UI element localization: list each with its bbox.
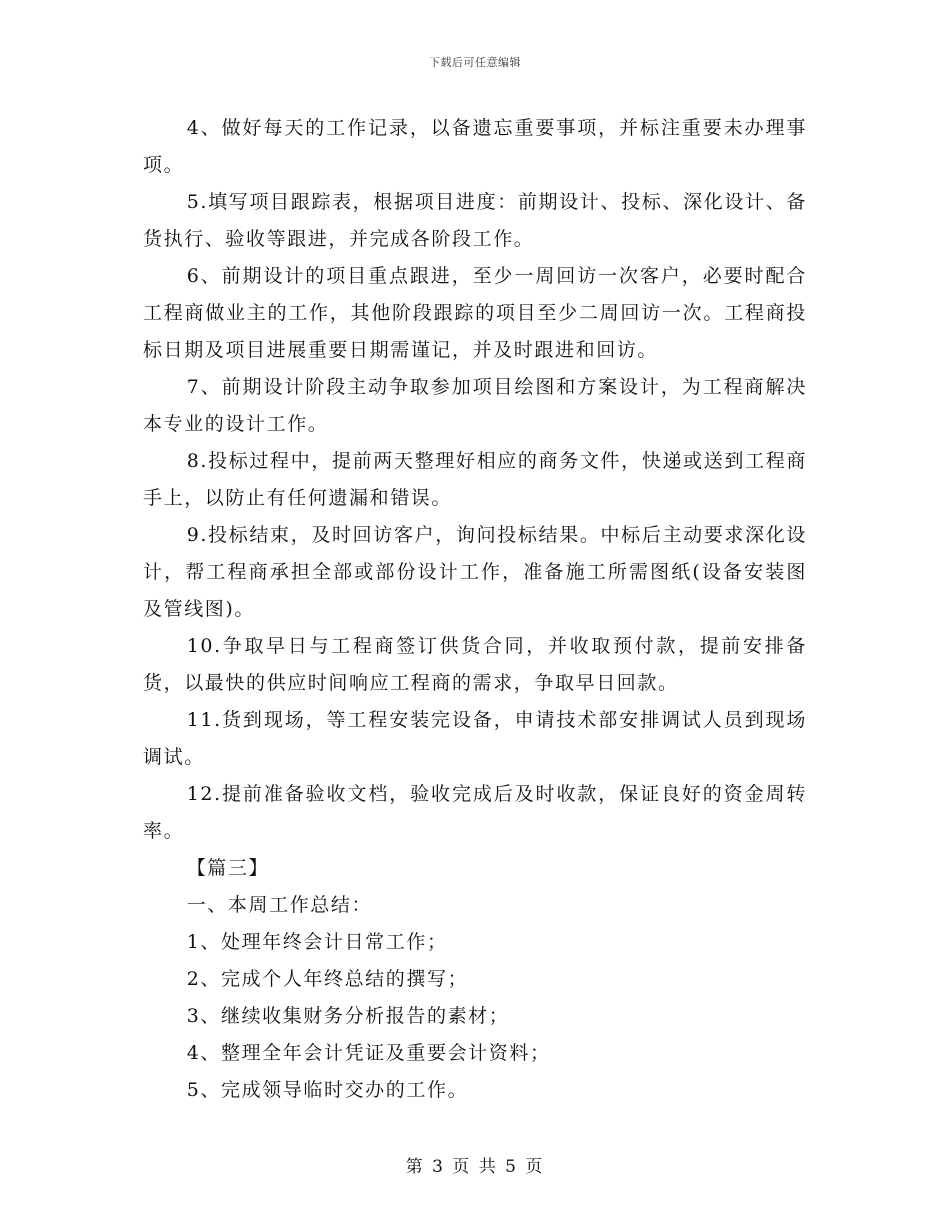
paragraph-item-6: 6、前期设计的项目重点跟进，至少一周回访一次客户，必要时配合工程商做业主的工作，其他阶段跟踪的项目至少二周回访一次。工程商投标日期及项目进展重要日期需谨记，并及时跟进和回访。 xyxy=(143,265,807,361)
section-heading-part-three: 【篇三】 xyxy=(186,857,270,879)
summary-item-3: 3、继续收集财务分析报告的素材； xyxy=(186,1005,510,1027)
page-number-footer: 第 3 页 共 5 页 xyxy=(405,1157,545,1177)
paragraph-item-9: 9.投标结束，及时回访客户，询问投标结果。中标后主动要求深化设计，帮工程商承担全部或部份设计工作，准备施工所需图纸(设备安装图及管线图)。 xyxy=(143,524,807,620)
paragraph-item-5: 5.填写项目跟踪表，根据项目进度：前期设计、投标、深化设计、备货执行、验收等跟进，并完成各阶段工作。 xyxy=(143,191,807,250)
paragraph-item-4: 4、做好每天的工作记录，以备遗忘重要事项，并标注重要未办理事项。 xyxy=(143,117,807,176)
paragraph-item-12: 12.提前准备验收文档，验收完成后及时收款，保证良好的资金周转率。 xyxy=(143,783,807,842)
paragraph-item-11: 11.货到现场，等工程安装完设备，申请技术部安排调试人员到现场调试。 xyxy=(143,709,807,768)
paragraph-item-8: 8.投标过程中，提前两天整理好相应的商务文件，快递或送到工程商手上，以防止有任何遗漏和错误。 xyxy=(143,450,807,509)
paragraph-item-10: 10.争取早日与工程商签订供货合同，并收取预付款，提前安排备货，以最快的供应时间响应工程商的需求，争取早日回款。 xyxy=(143,635,807,694)
summary-item-4: 4、整理全年会计凭证及重要会计资料； xyxy=(186,1042,551,1064)
paragraph-item-7: 7、前期设计阶段主动争取参加项目绘图和方案设计，为工程商解决本专业的设计工作。 xyxy=(143,376,807,435)
header-note: 下载后可任意编辑 xyxy=(429,56,521,69)
subheading-weekly-summary: 一、本周工作总结： xyxy=(186,894,373,916)
summary-item-5: 5、完成领导临时交办的工作。 xyxy=(186,1079,469,1101)
summary-item-2: 2、完成个人年终总结的撰写； xyxy=(186,968,469,990)
document-body xyxy=(143,110,807,1109)
summary-item-1: 1、处理年终会计日常工作； xyxy=(186,931,448,953)
